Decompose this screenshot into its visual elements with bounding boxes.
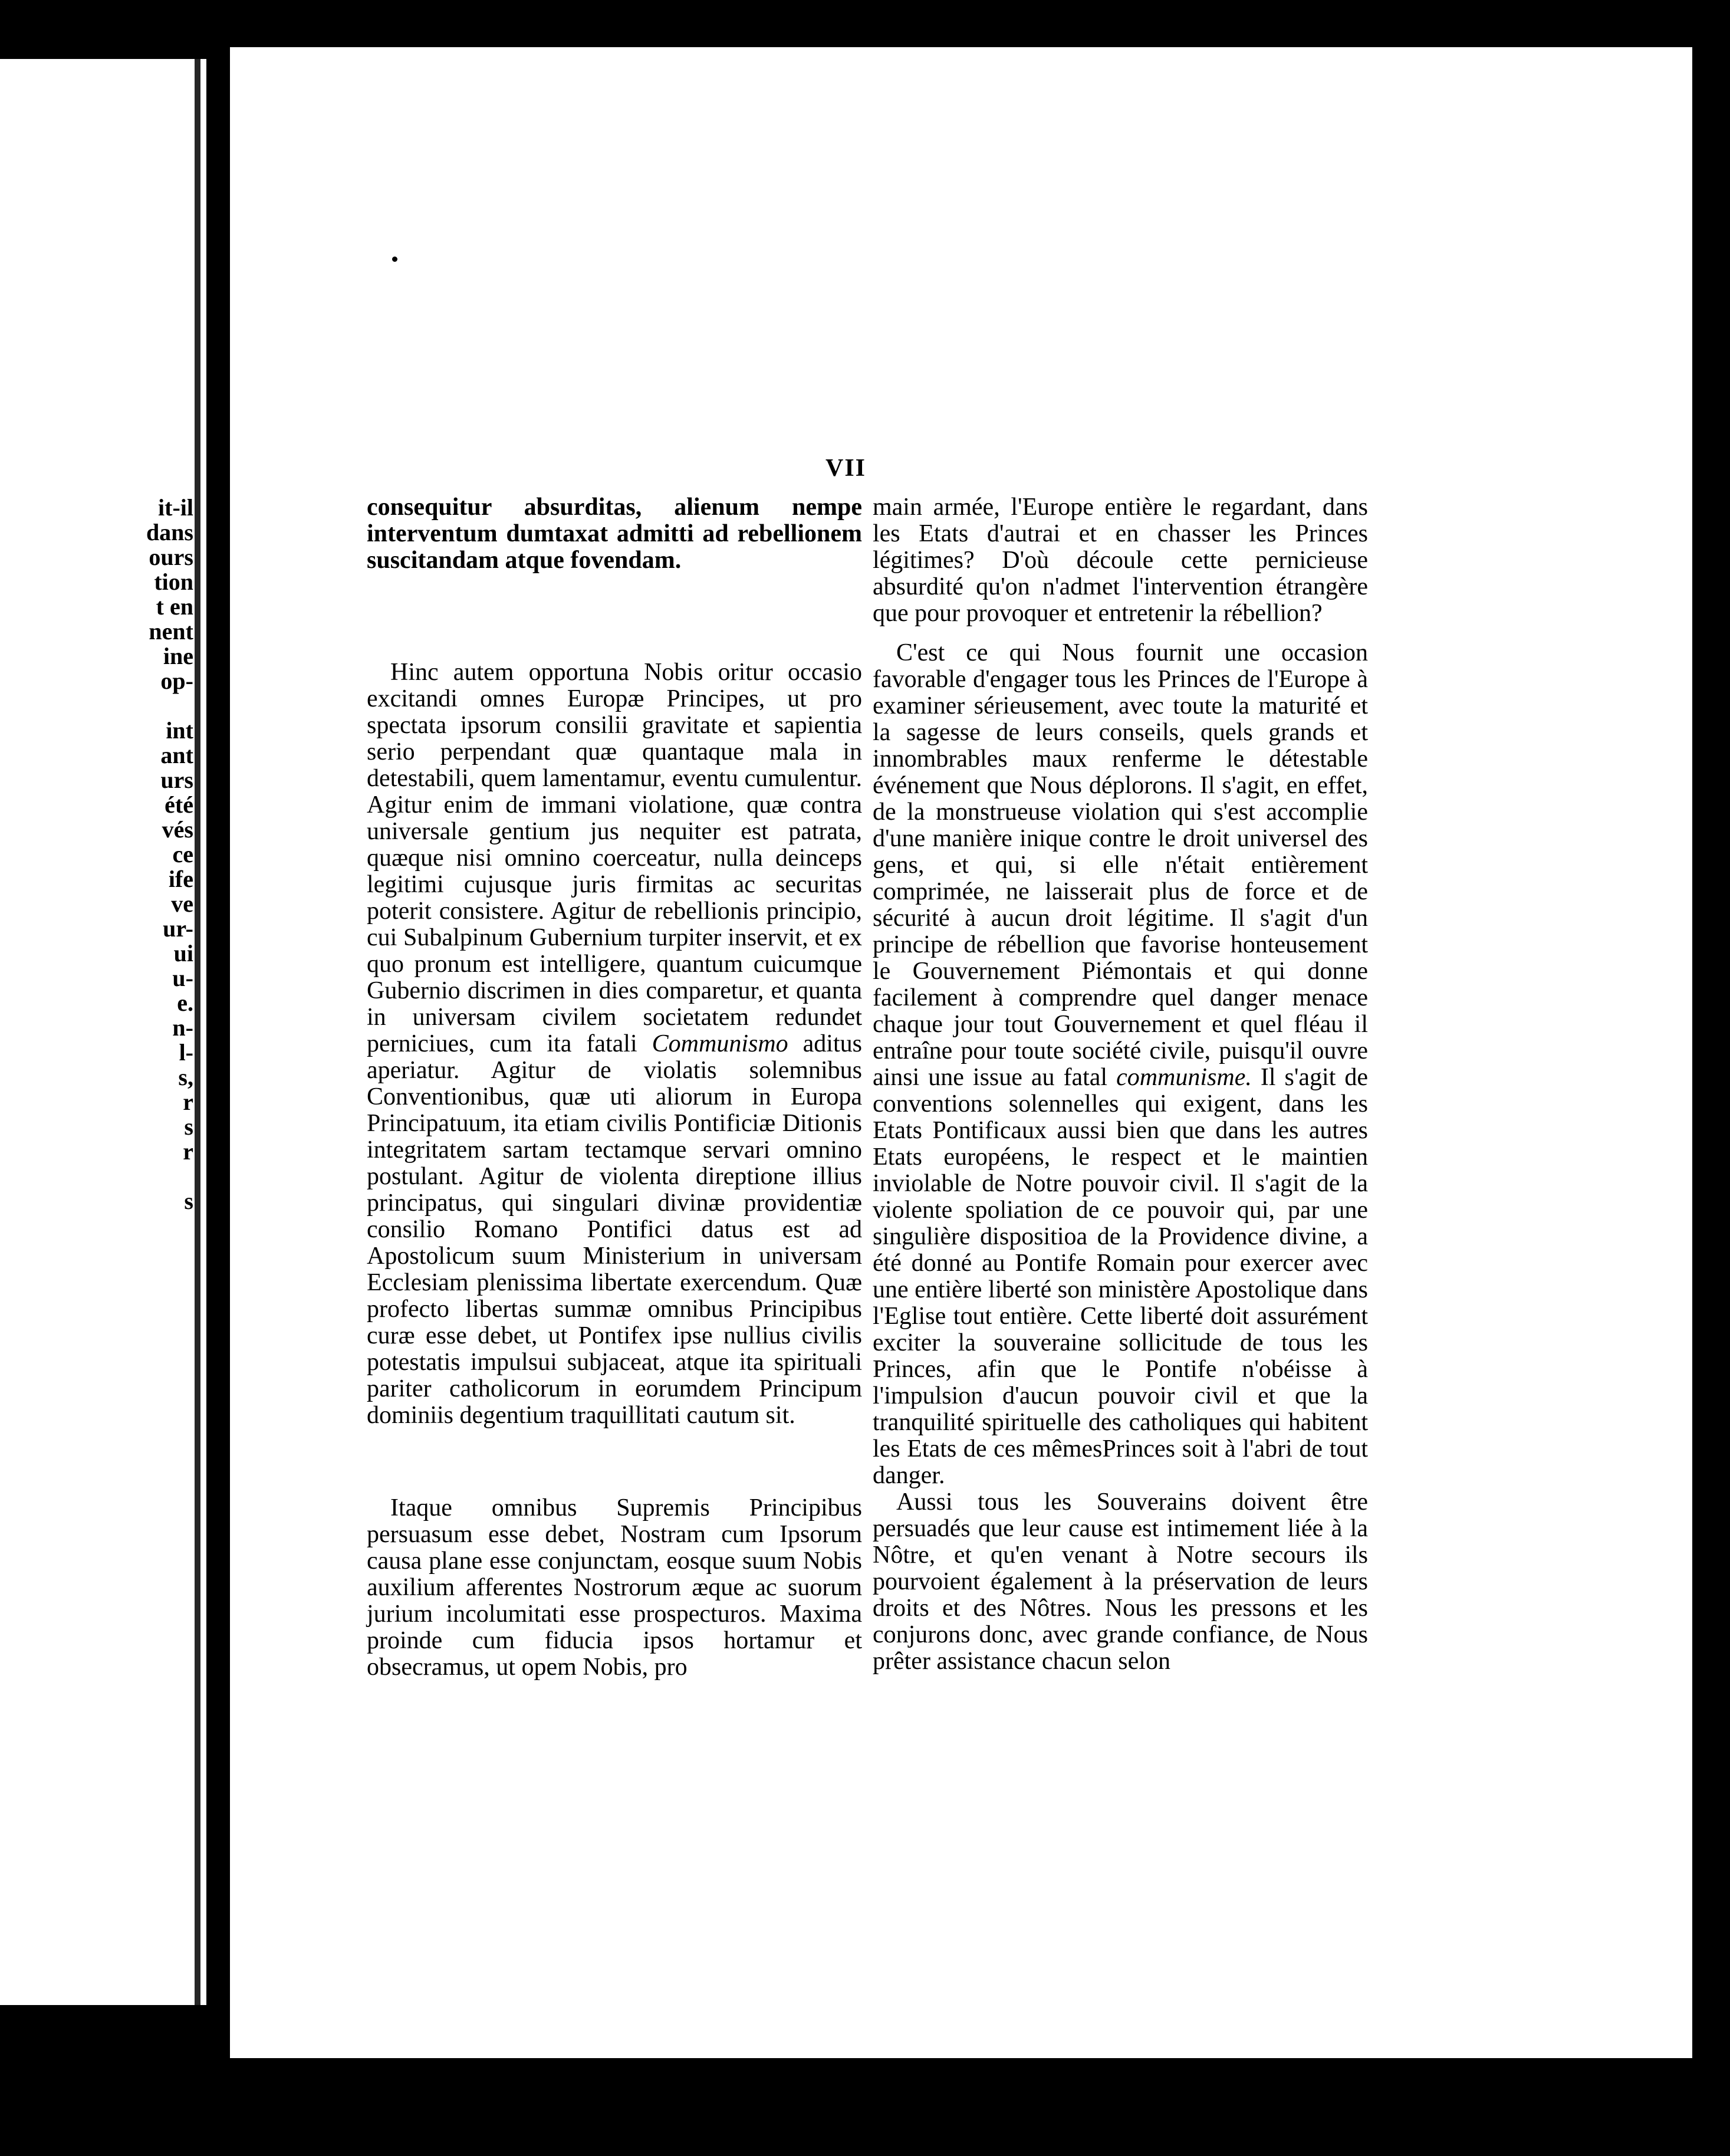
cropped-line: it-il <box>158 494 193 521</box>
cropped-line: dans <box>146 519 193 545</box>
page-number: VII <box>825 455 867 482</box>
french-paragraph-3: Aussi tous les Souverains doivent être persuadés que leur cause est intimement liée à la Nôtre, et qu'en venant à Notre secours ils pourvoient également à la préservation de leurs droits et des Nôtres. Nous les pressons et les conjurons donc, avec grande confiance, de Nous prêter assistance chacun selon <box>873 1488 1368 1675</box>
cropped-text-column <box>146 495 193 1214</box>
cropped-line: ife <box>168 866 193 892</box>
cropped-line: e. <box>177 990 193 1016</box>
cropped-line: tion <box>154 568 193 595</box>
cropped-line: ve <box>171 890 193 917</box>
cropped-line: ui <box>173 940 193 967</box>
cropped-line: ours <box>149 544 193 570</box>
page-fold-shadow <box>195 59 200 2005</box>
document-page <box>230 47 1692 2058</box>
latin-paragraph-3: Itaque omnibus Supremis Principibus persuasum esse debet, Nostram cum Ipsorum causa plane esse conjunctam, eosque suum Nobis auxilium afferentes Nostrorum æque ac suorum jurium incolumitati esse prospecturos. Maxima proinde cum fiducia ipsos hortamur et obsecramus, ut opem Nobis, pro <box>367 1494 862 1681</box>
cropped-line: s <box>184 1188 193 1214</box>
latin-paragraph-2: Hinc autem opportuna Nobis oritur occasio excitandi omnes Europæ Principes, ut pro spectata ipsorum consilii gravitate et sapientia serio perpendant quæ quantaque mala in detestabili, quem lamentamur, eventu cumulentur. Agitur enim de immani violatione, quæ contra universale gentium jus nequiter est patrata, quæque nisi omnino coerceatur, nulla deinceps legitimi cujusque juris firmitas ac securitas poterit consistere. Agitur de rebellionis principio, cui Subalpinum Gubernium turpiter inservit, et ex quo pronum est intelligere, quantum cuicumque Gubernio discrimen in dies comparetur, et quanta in universam civilem societatem redundet perniciues, cum ita fatali Communismo aditus aperiatur. Agitur de violatis solemnibus Conventionibus, quæ uti aliorum in Europa Principatuum, ita etiam civilis Pontificiæ Ditionis integritatem sartam tectamque servari omnino postulant. Agitur de violenta direptione illius principatus, qui singulari divinæ providentiæ consilio Romano Pontifici datus est ad Apostolicum suum Ministerium in universam Ecclesiam plenissima libertate exercendum. Quæ profecto libertas summæ omnibus Principibus curæ esse debet, ut Pontifex ipse nullius civilis potestatis impulsui subjaceat, atque ita spirituali pariter catholicorum in eorumdem Principum dominiis degentium traquillitati cautum sit. <box>367 659 862 1429</box>
cropped-line: ine <box>163 643 193 669</box>
cropped-line: ur- <box>163 915 193 942</box>
french-emphasis: communisme. <box>1116 1064 1252 1091</box>
cropped-line: int <box>166 717 193 744</box>
cropped-line: urs <box>160 767 193 793</box>
scan-border <box>1692 47 1730 2058</box>
french-column <box>873 494 1368 1675</box>
cropped-line: n- <box>172 1014 193 1041</box>
cropped-line: l- <box>179 1039 193 1066</box>
cropped-line: été <box>165 791 193 818</box>
cropped-line: r <box>183 1138 193 1165</box>
french-paragraph-1: main armée, l'Europe entière le regardant, dans les Etats d'autrai et en chasser les Princes légitimes? D'où découle cette pernicieuse absurdité qu'on n'admet l'intervention étrangère que pour provoquer et entretenir la rébellion? <box>873 494 1368 627</box>
cropped-line: s, <box>178 1064 193 1090</box>
cropped-line: vés <box>162 816 193 843</box>
french-paragraph-2: C'est ce qui Nous fournit une occasion favorable d'engager tous les Princes de l'Europe à examiner sérieusement, avec toute la maturité et la sagesse de leurs conseils, quels grands et innombrables maux renferme le détestable événement que Nous déplorons. Il s'agit, en effet, de la monstrueuse violation qui s'est accomplie d'une manière inique contre le droit universel des gens, et qui, si elle n'était entièrement comprimée, ne laisserait plus de force et de sécurité à aucun droit légitime. Il s'agit d'un principe de rébellion que favorise honteusement le Gouvernement Piémontais et qui donne facilement à comprendre quel danger menace chaque jour tout Gouvernement et quel fléau il entraîne pour toute société civile, puisqu'il ouvre ainsi une issue au fatal communisme. Il s'agit de conventions solennelles qui exigent, dans les Etats Pontificaux aussi bien que dans les autres Etats européens, le respect et le maintien inviolable de Notre pouvoir civil. Il s'agit de la violente spoliation de ce pouvoir qui, par une singulière dispositioa de la Providence divine, a été donné au Pontife Romain pour exercer avec une entière liberté son ministère Apostolique dans l'Eglise tout entière. Cette liberté doit assurément exciter la souveraine sollicitude de tous les Princes, afin que le Pontife n'obéisse à l'impulsion d'aucun pouvoir civil et que la tranquilité spirituelle des catholiques qui habitent les Etats de ces mêmesPrinces soit à l'abri de tout danger. <box>873 639 1368 1489</box>
cropped-line <box>146 1164 193 1189</box>
scan-speck <box>392 257 397 262</box>
latin-column <box>367 494 862 1681</box>
cropped-line: u- <box>172 965 193 991</box>
cropped-line: ant <box>160 742 193 768</box>
cropped-line: r <box>183 1089 193 1115</box>
cropped-line: t en <box>156 593 193 620</box>
facing-page-fragment <box>0 59 206 2005</box>
cropped-line: s <box>184 1113 193 1140</box>
cropped-line: ce <box>172 841 193 867</box>
latin-paragraph-1: consequitur absurditas, alienum nempe interventum dumtaxat admitti ad rebellionem suscitandam atque fovendam. <box>367 494 862 574</box>
cropped-line: nent <box>149 618 193 645</box>
cropped-line <box>146 694 193 718</box>
cropped-line: op- <box>160 668 193 694</box>
latin-emphasis: Communismo <box>652 1030 788 1057</box>
